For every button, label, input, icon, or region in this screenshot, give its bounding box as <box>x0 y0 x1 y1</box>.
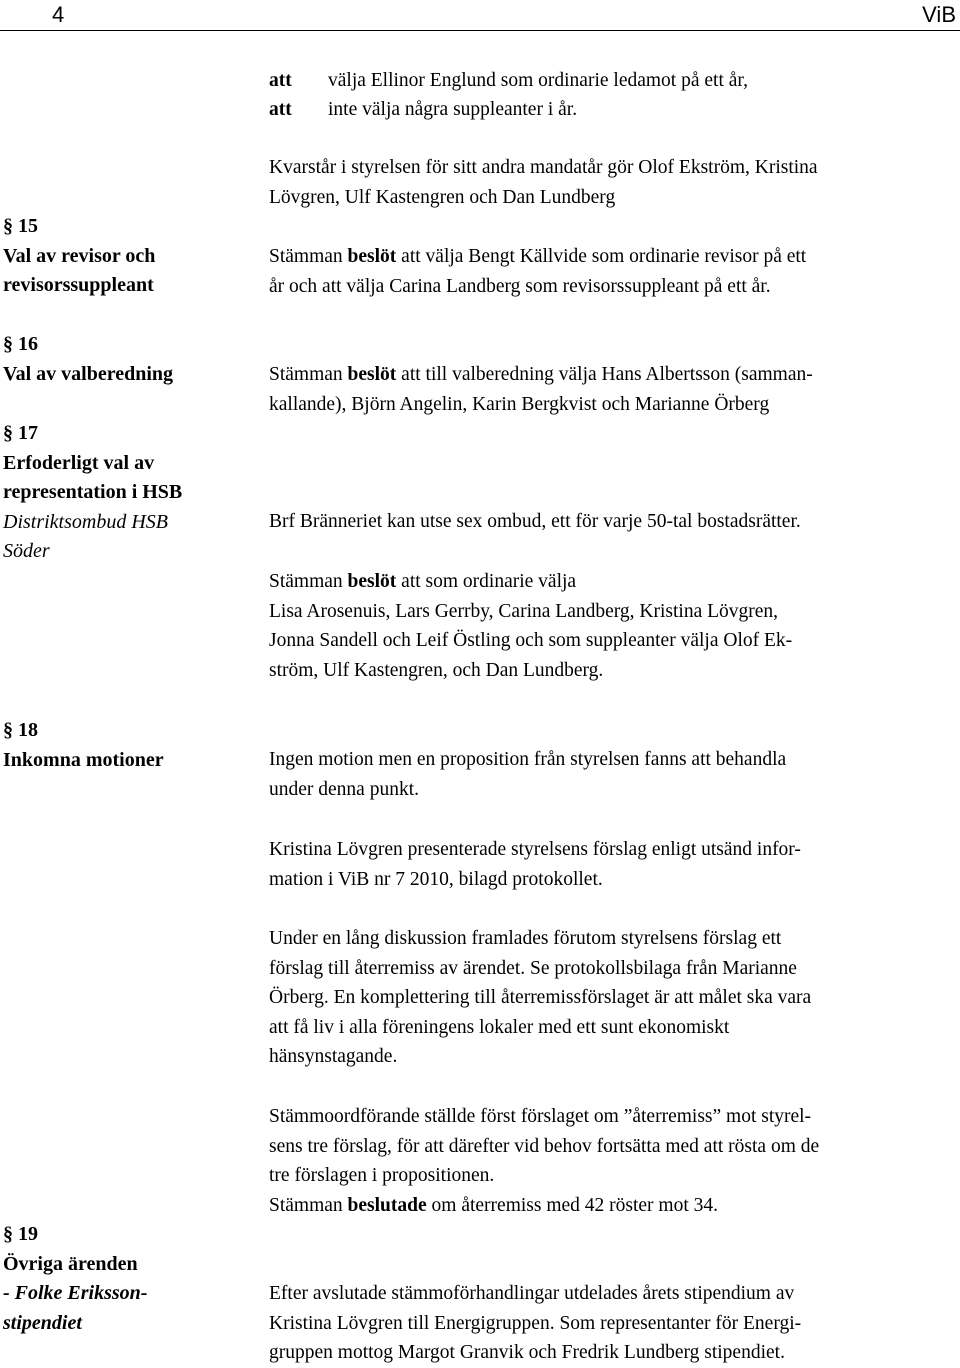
text-line: tre förslagen i propositionen. <box>269 1165 495 1186</box>
section-17-heading <box>3 419 243 567</box>
text-line: ström, Ulf Kastengren, och Dan Lundberg. <box>269 659 604 681</box>
text-line: Efter avslutade stämmoförhandlingar utdelades årets stipendium av <box>269 1283 795 1304</box>
section-18-text-b <box>269 835 959 894</box>
text-line: under denna punkt. <box>269 778 420 800</box>
text-line: kallande), Björn Angelin, Karin Bergkvist och Marianne Örberg <box>269 393 770 415</box>
section-16-heading <box>3 330 243 389</box>
decision-keyword: beslöt <box>347 246 397 267</box>
text-run: Stämman <box>269 1194 348 1216</box>
text-line: Kvarstår i styrelsen för sitt andra mandatår gör Olof Ekström, Kristina <box>269 157 818 178</box>
section-18-heading <box>3 716 243 775</box>
section-title: Övriga ärenden <box>3 1252 138 1275</box>
text-run: om återremiss med 42 röster mot 34. <box>426 1194 719 1216</box>
text-line: Kristina Lövgren presenterade styrelsens förslag enligt utsänd infor- <box>269 839 801 860</box>
section-subtitle: Söder <box>3 540 50 562</box>
text-line: mation i ViB nr 7 2010, bilagd protokollet. <box>269 868 603 890</box>
text-line: Kristina Lövgren till Energigruppen. Som representanter för Energi- <box>269 1312 802 1334</box>
section-17-text-b <box>269 567 959 685</box>
decision-keyword: beslöt <box>347 364 397 385</box>
paragraph-kvarstar <box>269 153 959 212</box>
text-line: Brf Bränneriet kan utse sex ombud, ett för varje 50-tal bostadsrätter. <box>269 511 801 532</box>
text-run: att till valberedning välja Hans Albertsson (samman- <box>396 364 813 385</box>
section-19-text <box>269 1279 959 1368</box>
text-line: år och att välja Carina Landberg som revisorssuppleant på ett år. <box>269 275 771 297</box>
att-label: att <box>269 70 292 91</box>
att-label: att <box>269 99 292 120</box>
text-run: att välja Bengt Källvide som ordinarie revisor på ett <box>396 246 807 267</box>
section-16-text <box>269 360 959 419</box>
text-line: Lisa Arosenuis, Lars Gerrby, Carina Landberg, Kristina Lövgren, <box>269 600 779 622</box>
section-title: revisorssuppleant <box>3 274 154 296</box>
text-run: att som ordinarie välja <box>396 571 577 592</box>
decision-keyword: beslutade <box>347 1194 427 1216</box>
publication-name: ViB <box>922 2 956 27</box>
section-15-heading <box>3 212 243 301</box>
text-line: förslag till återremiss av ärendet. Se protokollsbilaga från Marianne <box>269 957 797 979</box>
section-number: § 17 <box>3 422 38 444</box>
text-line: gruppen mottog Margot Granvik och Fredrik Lundberg stipendiet. <box>269 1342 785 1363</box>
text-line: Lövgren, Ulf Kastengren och Dan Lundberg <box>269 186 616 208</box>
page-number: 4 <box>52 2 65 27</box>
text-run: Stämman <box>269 246 348 267</box>
text-line: Örberg. En komplettering till återremissförslaget är att målet ska vara <box>269 987 812 1008</box>
section-19-heading <box>3 1220 243 1338</box>
text-line <box>269 242 959 272</box>
section-18-text-d <box>269 1102 959 1220</box>
section-18-text-a <box>269 745 959 804</box>
text-line: Stämmoordförande ställde först förslaget om ”återremiss” mot styrel- <box>269 1106 812 1127</box>
section-title: Inkomna motioner <box>3 748 164 771</box>
section-subtitle: Distriktsombud HSB <box>3 510 168 533</box>
text-run: Stämman <box>269 571 348 592</box>
section-title: Erfoderligt val av <box>3 451 155 474</box>
section-17-text-a <box>269 507 959 537</box>
text-line <box>269 1191 959 1221</box>
section-number: § 16 <box>3 333 38 355</box>
section-number: § 19 <box>3 1223 38 1245</box>
section-title: representation i HSB <box>3 481 183 503</box>
att-item: välja Ellinor Englund som ordinarie ledamot på ett år, <box>328 70 748 91</box>
text-line: Under en lång diskussion framlades förutom styrelsens förslag ett <box>269 928 782 949</box>
section-15-text <box>269 242 959 301</box>
section-title: Val av revisor och <box>3 244 156 267</box>
text-line: att få liv i alla föreningens lokaler med ett sunt ekonomiskt <box>269 1016 730 1038</box>
section-18-text-c <box>269 924 959 1072</box>
att-item: inte välja några suppleanter i år. <box>328 99 578 120</box>
text-line: Ingen motion men en proposition från styrelsen fanns att behandla <box>269 749 787 770</box>
text-line: sens tre förslag, för att därefter vid behov fortsätta med att rösta om de <box>269 1135 820 1157</box>
text-line <box>269 360 959 390</box>
decision-keyword: beslöt <box>347 571 397 592</box>
text-line: hänsynstagande. <box>269 1046 398 1067</box>
section-number: § 15 <box>3 215 38 237</box>
section-subtitle: - Folke Eriksson- <box>3 1282 148 1304</box>
text-line <box>269 567 959 597</box>
text-run: Stämman <box>269 364 348 385</box>
section-subtitle: stipendiet <box>3 1311 82 1334</box>
section-number: § 18 <box>3 719 38 741</box>
section-title: Val av valberedning <box>3 362 174 385</box>
text-line: Jonna Sandell och Leif Östling och som suppleanter välja Olof Ek- <box>269 630 793 651</box>
page-header <box>0 0 960 31</box>
